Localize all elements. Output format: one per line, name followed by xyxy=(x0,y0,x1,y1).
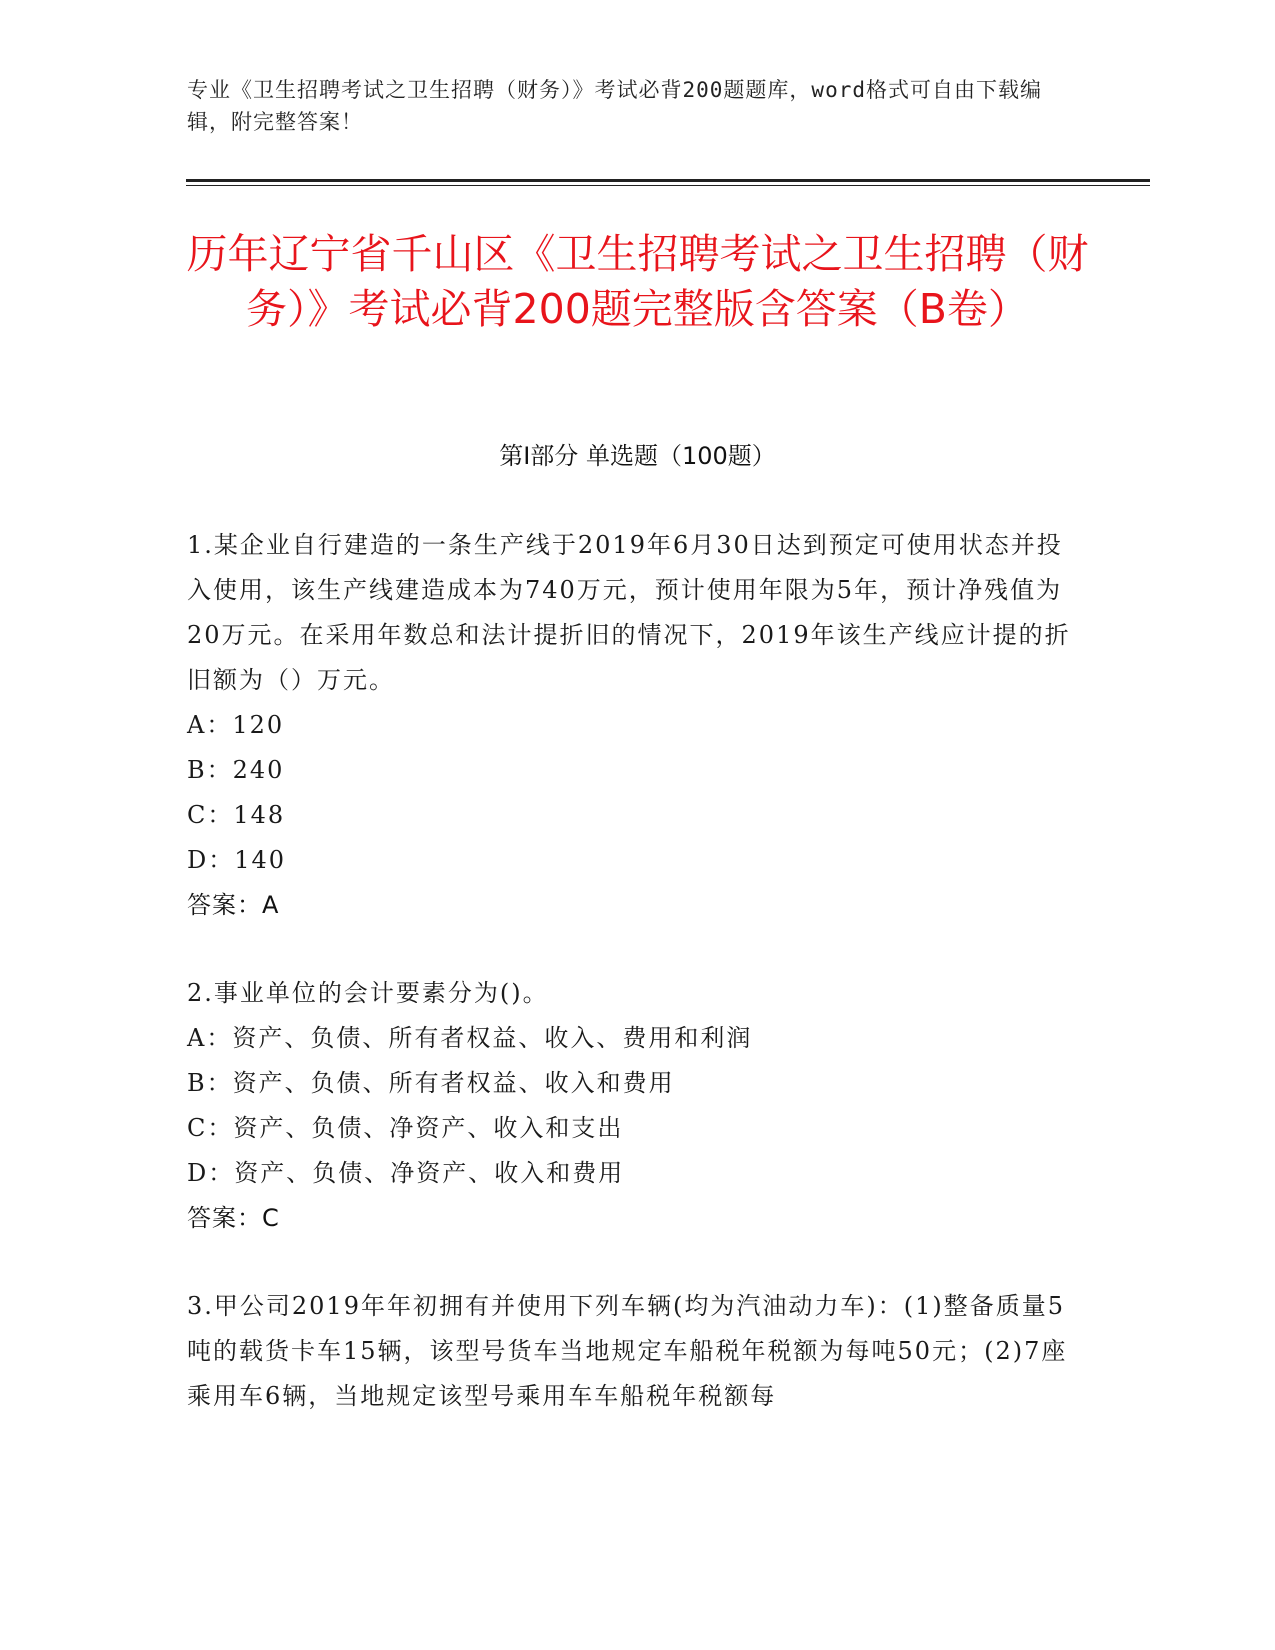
option-b: B：240 xyxy=(187,756,285,784)
option-c: C：资产、负债、净资产、收入和支出 xyxy=(187,1114,624,1142)
question-3 xyxy=(187,1284,1087,1419)
option-a: A：120 xyxy=(187,711,285,739)
question-list xyxy=(187,523,1087,1419)
answer-label: 答案：A xyxy=(187,891,280,919)
question-spacer xyxy=(187,1241,1087,1284)
question-1 xyxy=(187,523,1087,928)
option-d: D：140 xyxy=(187,846,287,874)
header-note: 专业《卫生招聘考试之卫生招聘（财务）》考试必背200题题库，word格式可自由下载编辑，附完整答案！ xyxy=(187,78,1042,134)
option-a: A：资产、负债、所有者权益、收入、费用和利润 xyxy=(187,1024,753,1052)
question-spacer xyxy=(187,928,1087,971)
question-stem: 1.某企业自行建造的一条生产线于2019年6月30日达到预定可使用状态并投入使用，该生产线建造成本为740万元，预计使用年限为5年，预计净残值为20万元。在采用年数总和法计提折旧的情况下，2019年该生产线应计提的折旧额为（）万元。 xyxy=(187,531,1071,694)
section-title: 第I部分 单选题（100题） xyxy=(499,442,776,470)
header-divider-thick xyxy=(186,179,1150,182)
answer-label: 答案：C xyxy=(187,1204,280,1232)
option-d: D：资产、负债、净资产、收入和费用 xyxy=(187,1159,625,1187)
option-b: B：资产、负债、所有者权益、收入和费用 xyxy=(187,1069,675,1097)
question-stem: 3.甲公司2019年年初拥有并使用下列车辆(均为汽油动力车)：(1)整备质量5吨的载货卡车15辆，该型号货车当地规定车船税年税额为每吨50元；(2)7座乘用车6辆，当地规定该型号乘用车车船税年税额每 xyxy=(187,1292,1068,1410)
question-stem: 2.事业单位的会计要素分为()。 xyxy=(187,979,549,1007)
document-title: 历年辽宁省千山区《卫生招聘考试之卫生招聘（财务）》考试必背200题完整版含答案（B卷） xyxy=(186,230,1089,333)
option-c: C：148 xyxy=(187,801,286,829)
question-2 xyxy=(187,971,1087,1241)
header-divider-thin xyxy=(186,185,1150,186)
